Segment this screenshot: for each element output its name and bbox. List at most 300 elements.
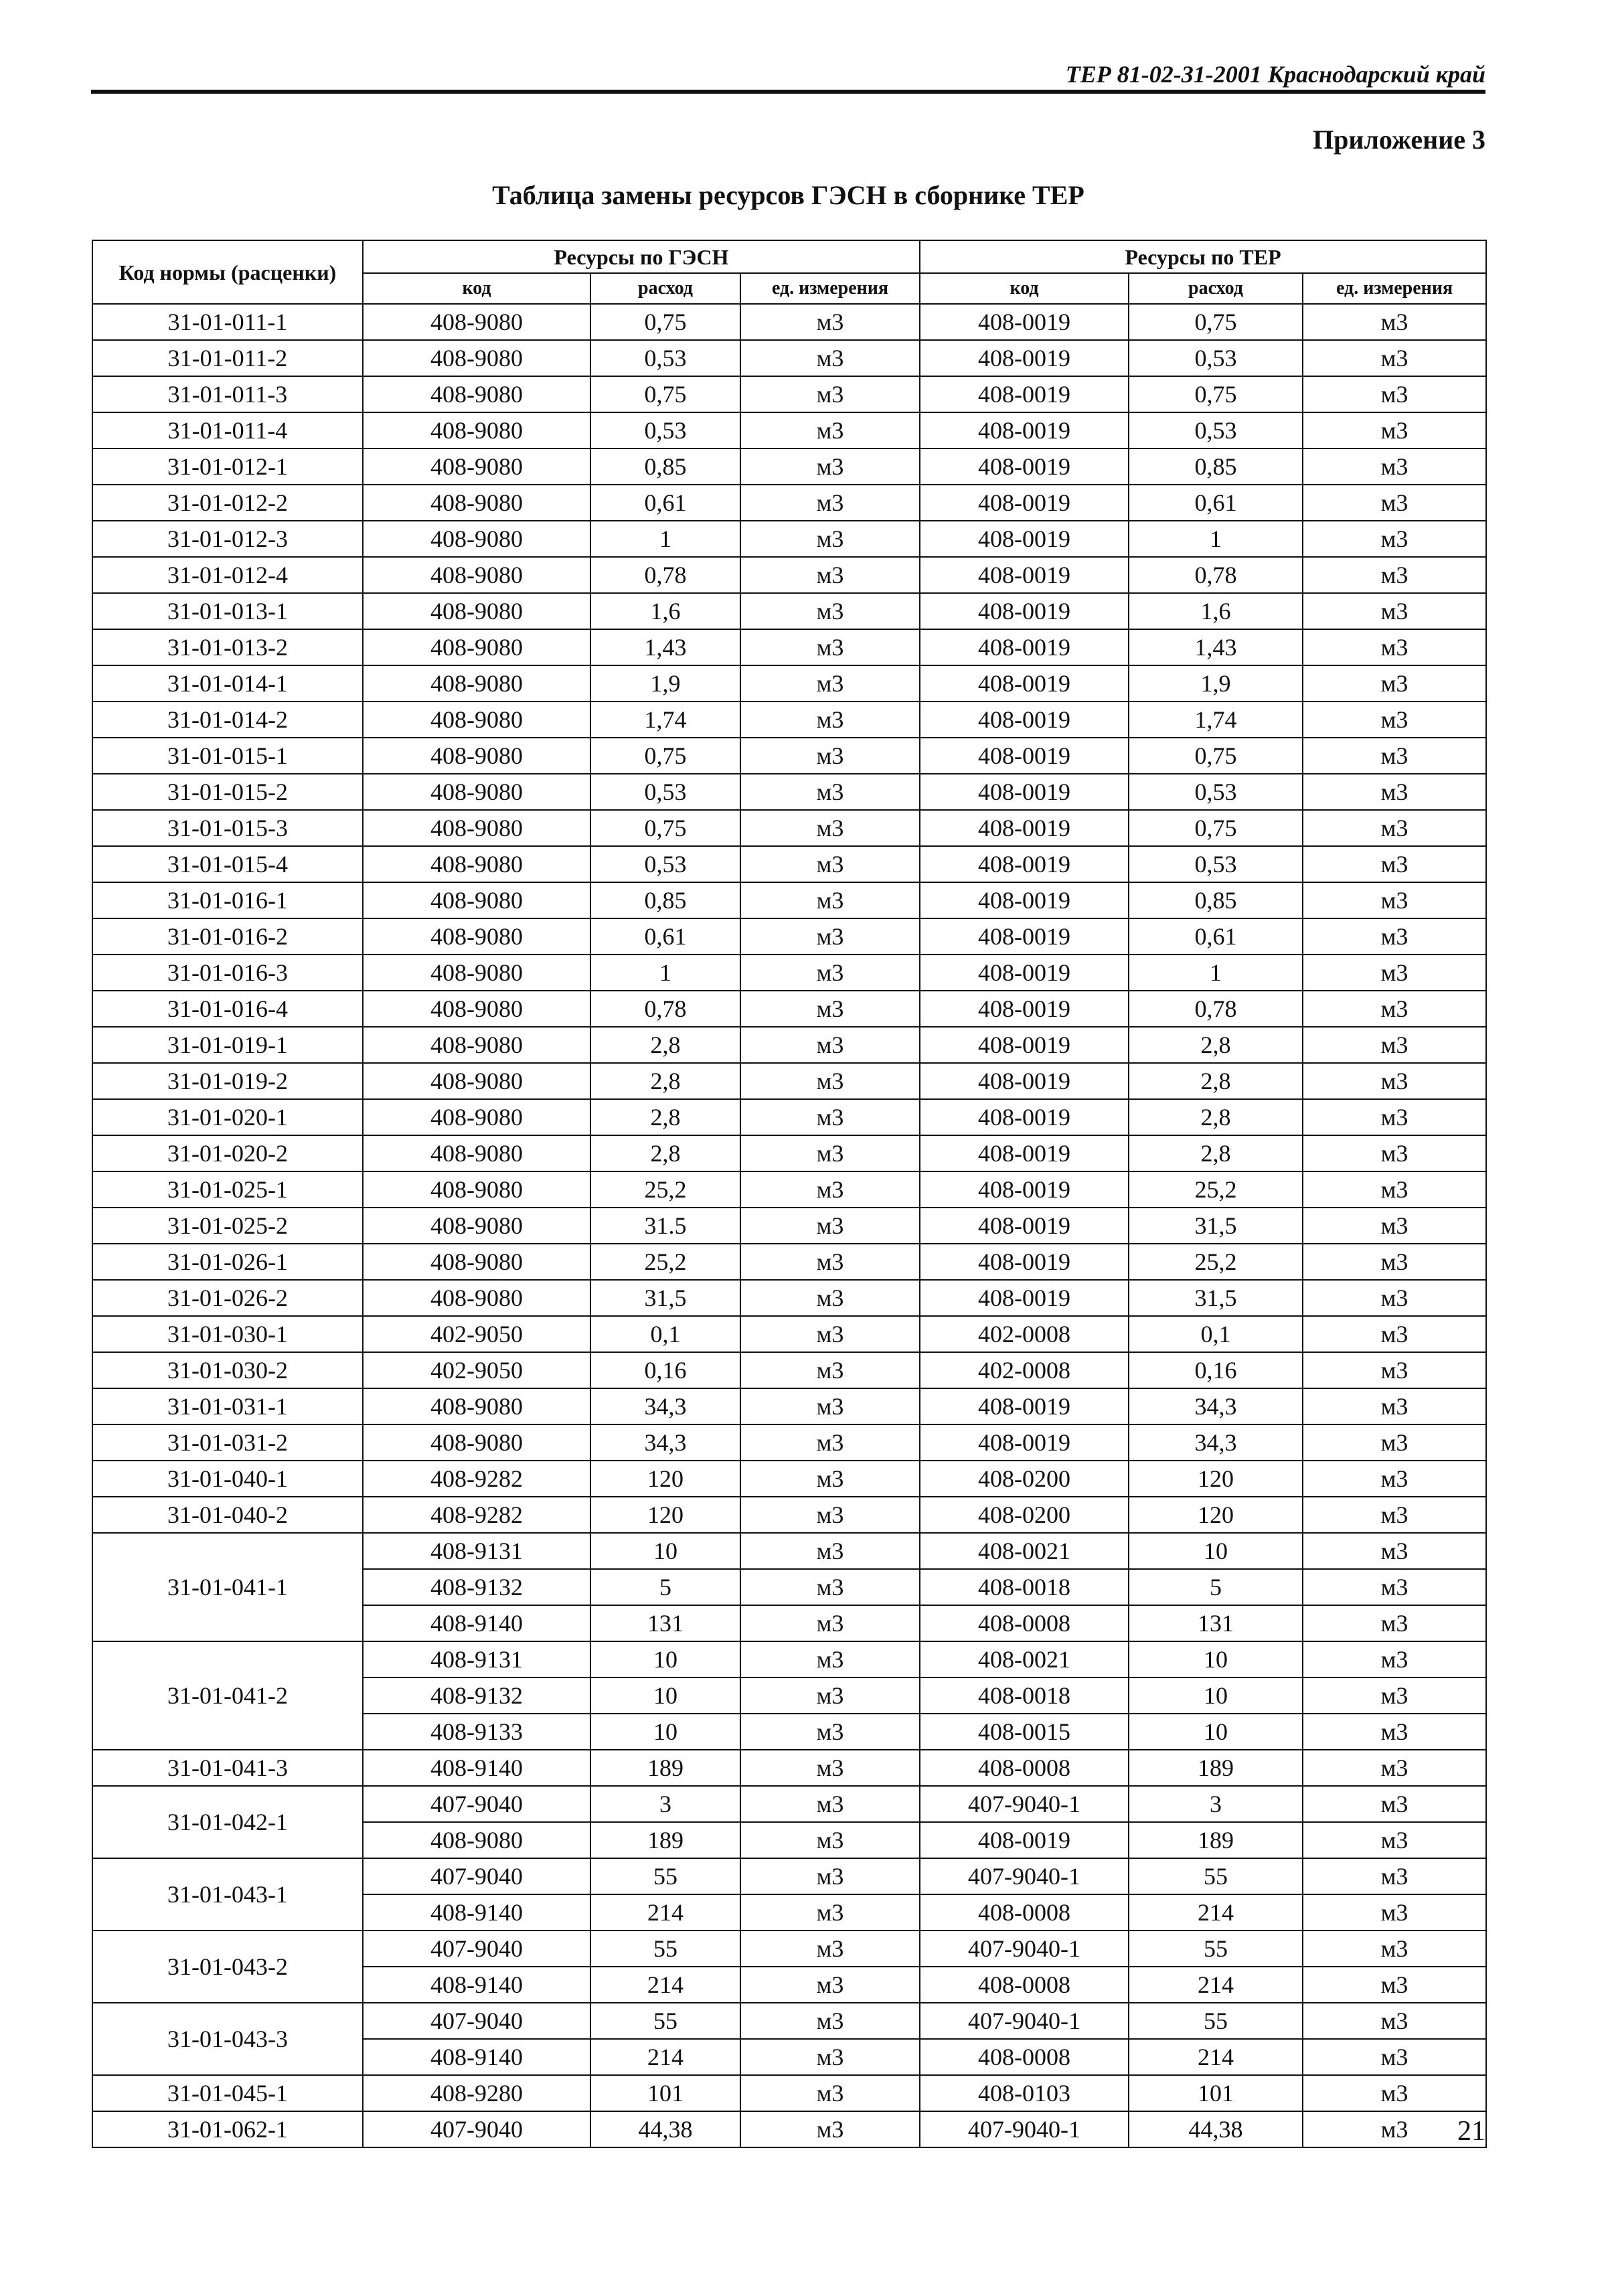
gesn-code-cell: 408-9080 — [363, 1099, 590, 1135]
table-row — [92, 2075, 1486, 2111]
ter-rate-cell: 120 — [1129, 1497, 1303, 1533]
ter-code-cell: 408-0019 — [920, 955, 1129, 991]
gesn-code-cell: 408-9131 — [363, 1533, 590, 1569]
norm-code-cell: 31-01-019-1 — [92, 1027, 363, 1063]
ter-code-cell: 408-0019 — [920, 485, 1129, 521]
ter-code-cell: 408-0019 — [920, 448, 1129, 485]
table-row — [92, 702, 1486, 738]
gesn-code-cell: 408-9080 — [363, 702, 590, 738]
gesn-rate-cell: 1,9 — [590, 665, 740, 702]
table-row — [92, 882, 1486, 918]
table-row — [92, 1280, 1486, 1316]
gesn-rate-cell: 2,8 — [590, 1099, 740, 1135]
norm-code-cell: 31-01-011-1 — [92, 304, 363, 340]
ter-unit-cell: м3 — [1303, 1641, 1486, 1677]
norm-code-cell: 31-01-012-1 — [92, 448, 363, 485]
gesn-code-cell: 408-9282 — [363, 1461, 590, 1497]
gesn-code-cell: 408-9080 — [363, 846, 590, 882]
gesn-unit-cell: м3 — [740, 882, 920, 918]
gesn-unit-cell: м3 — [740, 1461, 920, 1497]
gesn-rate-cell: 0,75 — [590, 304, 740, 340]
norm-code-cell: 31-01-040-1 — [92, 1461, 363, 1497]
gesn-rate-cell: 189 — [590, 1750, 740, 1786]
gesn-code-cell: 408-9080 — [363, 412, 590, 448]
ter-unit-cell: м3 — [1303, 485, 1486, 521]
ter-rate-cell: 31,5 — [1129, 1208, 1303, 1244]
ter-code-cell: 408-0019 — [920, 1099, 1129, 1135]
ter-unit-header: ед. измерения — [1303, 273, 1486, 304]
norm-code-cell: 31-01-011-2 — [92, 340, 363, 376]
gesn-code-cell: 402-9050 — [363, 1352, 590, 1388]
ter-rate-cell: 55 — [1129, 1858, 1303, 1894]
ter-code-cell: 408-0019 — [920, 1280, 1129, 1316]
gesn-code-cell: 408-9080 — [363, 376, 590, 412]
ter-rate-cell: 1,6 — [1129, 593, 1303, 629]
table-row — [92, 1171, 1486, 1208]
ter-unit-cell: м3 — [1303, 1099, 1486, 1135]
ter-code-cell: 408-0019 — [920, 1027, 1129, 1063]
gesn-unit-cell: м3 — [740, 1822, 920, 1858]
gesn-code-cell: 407-9040 — [363, 2111, 590, 2147]
gesn-code-cell: 408-9080 — [363, 1027, 590, 1063]
table-row — [92, 1352, 1486, 1388]
table-row — [92, 1099, 1486, 1135]
gesn-code-cell: 408-9080 — [363, 1822, 590, 1858]
table-row — [92, 557, 1486, 593]
gesn-unit-cell: м3 — [740, 1352, 920, 1388]
ter-rate-cell: 25,2 — [1129, 1171, 1303, 1208]
table-row — [92, 1244, 1486, 1280]
ter-unit-cell: м3 — [1303, 1424, 1486, 1461]
ter-rate-cell: 0,16 — [1129, 1352, 1303, 1388]
ter-rate-cell: 1,43 — [1129, 629, 1303, 665]
gesn-rate-cell: 1,6 — [590, 593, 740, 629]
norm-code-cell: 31-01-025-2 — [92, 1208, 363, 1244]
ter-code-cell: 408-0019 — [920, 665, 1129, 702]
ter-unit-cell: м3 — [1303, 340, 1486, 376]
ter-code-cell: 408-0008 — [920, 1605, 1129, 1641]
norm-code-cell: 31-01-016-4 — [92, 991, 363, 1027]
gesn-unit-cell: м3 — [740, 521, 920, 557]
norm-code-cell: 31-01-012-4 — [92, 557, 363, 593]
gesn-unit-cell: м3 — [740, 738, 920, 774]
gesn-unit-cell: м3 — [740, 376, 920, 412]
gesn-unit-cell: м3 — [740, 1244, 920, 1280]
norm-code-cell: 31-01-016-3 — [92, 955, 363, 991]
ter-rate-cell: 101 — [1129, 2075, 1303, 2111]
norm-code-cell: 31-01-015-2 — [92, 774, 363, 810]
ter-code-cell: 407-9040-1 — [920, 1786, 1129, 1822]
ter-resources-header: Ресурсы по ТЕР — [920, 240, 1486, 273]
gesn-code-cell: 408-9080 — [363, 918, 590, 955]
gesn-rate-cell: 0,53 — [590, 340, 740, 376]
ter-rate-cell: 44,38 — [1129, 2111, 1303, 2147]
gesn-code-cell: 407-9040 — [363, 2003, 590, 2039]
gesn-code-cell: 408-9080 — [363, 1244, 590, 1280]
gesn-code-cell: 408-9140 — [363, 1894, 590, 1931]
norm-code-cell: 31-01-041-3 — [92, 1750, 363, 1786]
ter-code-cell: 407-9040-1 — [920, 1858, 1129, 1894]
gesn-unit-cell: м3 — [740, 485, 920, 521]
gesn-code-cell: 408-9080 — [363, 665, 590, 702]
gesn-unit-cell: м3 — [740, 702, 920, 738]
ter-rate-cell: 10 — [1129, 1677, 1303, 1714]
gesn-unit-cell: м3 — [740, 810, 920, 846]
gesn-code-cell: 408-9080 — [363, 340, 590, 376]
ter-rate-cell: 31,5 — [1129, 1280, 1303, 1316]
ter-unit-cell: м3 — [1303, 521, 1486, 557]
gesn-rate-cell: 0,1 — [590, 1316, 740, 1352]
gesn-code-cell: 407-9040 — [363, 1931, 590, 1967]
ter-unit-cell: м3 — [1303, 1388, 1486, 1424]
document-reference: ТЕР 81-02-31-2001 Краснодарский край — [1065, 61, 1485, 88]
ter-code-cell: 408-0019 — [920, 629, 1129, 665]
table-row — [92, 918, 1486, 955]
gesn-unit-cell: м3 — [740, 448, 920, 485]
ter-unit-cell: м3 — [1303, 1714, 1486, 1750]
ter-code-cell: 408-0021 — [920, 1533, 1129, 1569]
table-row — [92, 991, 1486, 1027]
ter-rate-cell: 0,75 — [1129, 738, 1303, 774]
ter-rate-cell: 1 — [1129, 955, 1303, 991]
ter-rate-cell: 2,8 — [1129, 1135, 1303, 1171]
gesn-code-cell: 408-9080 — [363, 1208, 590, 1244]
ter-code-cell: 408-0019 — [920, 1208, 1129, 1244]
ter-unit-cell: м3 — [1303, 1967, 1486, 2003]
ter-code-cell: 408-0019 — [920, 846, 1129, 882]
ter-code-cell: 408-0200 — [920, 1461, 1129, 1497]
gesn-code-cell: 408-9080 — [363, 738, 590, 774]
ter-rate-cell: 2,8 — [1129, 1063, 1303, 1099]
ter-rate-cell: 0,85 — [1129, 882, 1303, 918]
ter-rate-cell: 1,74 — [1129, 702, 1303, 738]
gesn-rate-cell: 0,53 — [590, 846, 740, 882]
ter-unit-cell: м3 — [1303, 665, 1486, 702]
gesn-rate-cell: 55 — [590, 1931, 740, 1967]
gesn-unit-cell: м3 — [740, 1099, 920, 1135]
gesn-unit-cell: м3 — [740, 1967, 920, 2003]
ter-code-cell: 408-0008 — [920, 1967, 1129, 2003]
gesn-unit-cell: м3 — [740, 629, 920, 665]
ter-unit-cell: м3 — [1303, 1027, 1486, 1063]
norm-code-cell: 31-01-040-2 — [92, 1497, 363, 1533]
ter-unit-cell: м3 — [1303, 1822, 1486, 1858]
gesn-resources-header: Ресурсы по ГЭСН — [363, 240, 920, 273]
table-row — [92, 448, 1486, 485]
gesn-code-cell: 408-9282 — [363, 1497, 590, 1533]
gesn-rate-cell: 1,74 — [590, 702, 740, 738]
gesn-code-cell: 408-9080 — [363, 1135, 590, 1171]
table-row — [92, 1424, 1486, 1461]
ter-rate-cell: 0,75 — [1129, 810, 1303, 846]
ter-rate-cell: 55 — [1129, 2003, 1303, 2039]
table-row — [92, 1316, 1486, 1352]
norm-code-cell: 31-01-016-1 — [92, 882, 363, 918]
gesn-rate-cell: 10 — [590, 1641, 740, 1677]
gesn-rate-cell: 214 — [590, 1967, 740, 2003]
ter-rate-cell: 1,9 — [1129, 665, 1303, 702]
gesn-unit-cell: м3 — [740, 846, 920, 882]
ter-code-cell: 402-0008 — [920, 1352, 1129, 1388]
appendix-label: Приложение 3 — [1313, 125, 1485, 155]
norm-code-cell: 31-01-011-3 — [92, 376, 363, 412]
norm-code-cell: 31-01-031-2 — [92, 1424, 363, 1461]
ter-code-cell: 402-0008 — [920, 1316, 1129, 1352]
table-row — [92, 2003, 1486, 2039]
ter-rate-cell: 0,78 — [1129, 991, 1303, 1027]
norm-code-cell: 31-01-026-2 — [92, 1280, 363, 1316]
gesn-code-cell: 408-9080 — [363, 593, 590, 629]
gesn-code-cell: 408-9280 — [363, 2075, 590, 2111]
gesn-rate-cell: 5 — [590, 1569, 740, 1605]
norm-code-cell: 31-01-062-1 — [92, 2111, 363, 2147]
gesn-unit-cell: м3 — [740, 774, 920, 810]
ter-unit-cell: м3 — [1303, 2111, 1486, 2147]
gesn-unit-cell: м3 — [740, 1171, 920, 1208]
table-row — [92, 1533, 1486, 1569]
ter-code-header: код — [920, 273, 1129, 304]
table-row — [92, 629, 1486, 665]
gesn-rate-cell: 214 — [590, 2039, 740, 2075]
norm-code-cell: 31-01-042-1 — [92, 1786, 363, 1858]
ter-code-cell: 408-0019 — [920, 593, 1129, 629]
ter-code-cell: 408-0021 — [920, 1641, 1129, 1677]
ter-unit-cell: м3 — [1303, 1244, 1486, 1280]
gesn-rate-cell: 0,78 — [590, 991, 740, 1027]
gesn-rate-cell: 1 — [590, 521, 740, 557]
gesn-code-cell: 408-9080 — [363, 485, 590, 521]
ter-code-cell: 408-0019 — [920, 918, 1129, 955]
ter-rate-cell: 5 — [1129, 1569, 1303, 1605]
ter-unit-cell: м3 — [1303, 1171, 1486, 1208]
gesn-code-cell: 408-9080 — [363, 629, 590, 665]
gesn-code-cell: 408-9131 — [363, 1641, 590, 1677]
gesn-rate-cell: 0,75 — [590, 738, 740, 774]
ter-code-cell: 408-0008 — [920, 1894, 1129, 1931]
gesn-unit-cell: м3 — [740, 1641, 920, 1677]
norm-code-cell: 31-01-030-1 — [92, 1316, 363, 1352]
table-row — [92, 665, 1486, 702]
gesn-code-cell: 402-9050 — [363, 1316, 590, 1352]
norm-code-cell: 31-01-013-1 — [92, 593, 363, 629]
ter-unit-cell: м3 — [1303, 738, 1486, 774]
gesn-rate-cell: 25,2 — [590, 1244, 740, 1280]
gesn-rate-cell: 31,5 — [590, 1280, 740, 1316]
table-title: Таблица замены ресурсов ГЭСН в сборнике ТЕР — [492, 180, 1084, 210]
norm-code-cell: 31-01-031-1 — [92, 1388, 363, 1424]
gesn-unit-cell: м3 — [740, 1605, 920, 1641]
gesn-code-cell: 408-9080 — [363, 991, 590, 1027]
ter-code-cell: 408-0019 — [920, 738, 1129, 774]
ter-unit-cell: м3 — [1303, 1569, 1486, 1605]
gesn-unit-cell: м3 — [740, 1208, 920, 1244]
norm-code-cell: 31-01-011-4 — [92, 412, 363, 448]
ter-rate-cell: 1 — [1129, 521, 1303, 557]
ter-unit-cell: м3 — [1303, 955, 1486, 991]
table-row — [92, 1461, 1486, 1497]
table-row — [92, 774, 1486, 810]
table-row — [92, 412, 1486, 448]
ter-unit-cell: м3 — [1303, 1858, 1486, 1894]
gesn-unit-header: ед. измерения — [740, 273, 920, 304]
ter-code-cell: 408-0019 — [920, 521, 1129, 557]
gesn-rate-cell: 2,8 — [590, 1027, 740, 1063]
ter-unit-cell: м3 — [1303, 593, 1486, 629]
ter-code-cell: 408-0103 — [920, 2075, 1129, 2111]
gesn-code-cell: 408-9080 — [363, 882, 590, 918]
norm-code-cell: 31-01-013-2 — [92, 629, 363, 665]
gesn-code-cell: 408-9080 — [363, 1063, 590, 1099]
ter-code-cell: 408-0019 — [920, 810, 1129, 846]
gesn-unit-cell: м3 — [740, 1677, 920, 1714]
gesn-unit-cell: м3 — [740, 1135, 920, 1171]
gesn-unit-cell: м3 — [740, 1063, 920, 1099]
norm-code-cell: 31-01-043-3 — [92, 2003, 363, 2075]
ter-unit-cell: м3 — [1303, 1461, 1486, 1497]
ter-unit-cell: м3 — [1303, 1135, 1486, 1171]
norm-code-cell: 31-01-016-2 — [92, 918, 363, 955]
norm-code-cell: 31-01-014-2 — [92, 702, 363, 738]
gesn-unit-cell: м3 — [740, 412, 920, 448]
gesn-rate-cell: 101 — [590, 2075, 740, 2111]
gesn-unit-cell: м3 — [740, 1388, 920, 1424]
ter-code-cell: 408-0019 — [920, 557, 1129, 593]
ter-code-cell: 408-0019 — [920, 376, 1129, 412]
gesn-rate-cell: 0,85 — [590, 882, 740, 918]
ter-code-cell: 408-0008 — [920, 2039, 1129, 2075]
ter-unit-cell: м3 — [1303, 1894, 1486, 1931]
ter-rate-cell: 0,1 — [1129, 1316, 1303, 1352]
ter-code-cell: 408-0019 — [920, 1424, 1129, 1461]
ter-code-cell: 408-0019 — [920, 991, 1129, 1027]
gesn-rate-cell: 10 — [590, 1533, 740, 1569]
gesn-unit-cell: м3 — [740, 1497, 920, 1533]
ter-code-cell: 408-0019 — [920, 412, 1129, 448]
ter-rate-cell: 10 — [1129, 1641, 1303, 1677]
ter-unit-cell: м3 — [1303, 557, 1486, 593]
table-row — [92, 1641, 1486, 1677]
gesn-rate-cell: 120 — [590, 1461, 740, 1497]
ter-unit-cell: м3 — [1303, 1063, 1486, 1099]
gesn-rate-cell: 131 — [590, 1605, 740, 1641]
gesn-code-cell: 408-9080 — [363, 955, 590, 991]
table-row — [92, 810, 1486, 846]
gesn-rate-cell: 0,75 — [590, 376, 740, 412]
ter-rate-cell: 214 — [1129, 1967, 1303, 2003]
ter-unit-cell: м3 — [1303, 376, 1486, 412]
ter-rate-cell: 0,61 — [1129, 918, 1303, 955]
table-row — [92, 593, 1486, 629]
gesn-rate-cell: 55 — [590, 2003, 740, 2039]
table-row — [92, 376, 1486, 412]
gesn-rate-cell: 34,3 — [590, 1388, 740, 1424]
gesn-unit-cell: м3 — [740, 1280, 920, 1316]
norm-code-cell: 31-01-041-2 — [92, 1641, 363, 1750]
gesn-rate-cell: 0,85 — [590, 448, 740, 485]
ter-rate-cell: 0,53 — [1129, 340, 1303, 376]
norm-code-cell: 31-01-030-2 — [92, 1352, 363, 1388]
ter-code-cell: 408-0008 — [920, 1750, 1129, 1786]
ter-unit-cell: м3 — [1303, 774, 1486, 810]
ter-unit-cell: м3 — [1303, 1280, 1486, 1316]
gesn-rate-cell: 34,3 — [590, 1424, 740, 1461]
gesn-rate-cell: 0,75 — [590, 810, 740, 846]
table-row — [92, 485, 1486, 521]
ter-unit-cell: м3 — [1303, 1677, 1486, 1714]
ter-unit-cell: м3 — [1303, 702, 1486, 738]
norm-code-cell: 31-01-043-2 — [92, 1931, 363, 2003]
ter-unit-cell: м3 — [1303, 1352, 1486, 1388]
ter-rate-cell: 189 — [1129, 1750, 1303, 1786]
ter-rate-cell: 0,61 — [1129, 485, 1303, 521]
ter-rate-cell: 0,75 — [1129, 304, 1303, 340]
gesn-rate-cell: 1,43 — [590, 629, 740, 665]
gesn-code-cell: 408-9080 — [363, 1424, 590, 1461]
ter-code-cell: 408-0018 — [920, 1677, 1129, 1714]
gesn-unit-cell: м3 — [740, 918, 920, 955]
table-row — [92, 1931, 1486, 1967]
gesn-unit-cell: м3 — [740, 1027, 920, 1063]
gesn-rate-cell: 31.5 — [590, 1208, 740, 1244]
table-row — [92, 1858, 1486, 1894]
gesn-unit-cell: м3 — [740, 1424, 920, 1461]
gesn-code-cell: 408-9133 — [363, 1714, 590, 1750]
table-row — [92, 304, 1486, 340]
gesn-unit-cell: м3 — [740, 2039, 920, 2075]
ter-code-cell: 407-9040-1 — [920, 2111, 1129, 2147]
ter-unit-cell: м3 — [1303, 1533, 1486, 1569]
gesn-code-cell: 408-9080 — [363, 521, 590, 557]
ter-unit-cell: м3 — [1303, 1786, 1486, 1822]
gesn-unit-cell: м3 — [740, 665, 920, 702]
ter-rate-cell: 189 — [1129, 1822, 1303, 1858]
ter-code-cell: 408-0019 — [920, 1244, 1129, 1280]
ter-code-cell: 408-0019 — [920, 304, 1129, 340]
ter-rate-cell: 34,3 — [1129, 1388, 1303, 1424]
ter-unit-cell: м3 — [1303, 1497, 1486, 1533]
header-divider — [91, 90, 1485, 94]
gesn-unit-cell: м3 — [740, 340, 920, 376]
gesn-rate-cell: 2,8 — [590, 1063, 740, 1099]
gesn-unit-cell: м3 — [740, 1750, 920, 1786]
ter-rate-cell: 214 — [1129, 1894, 1303, 1931]
table-row — [92, 1786, 1486, 1822]
gesn-code-cell: 408-9132 — [363, 1677, 590, 1714]
ter-code-cell: 407-9040-1 — [920, 2003, 1129, 2039]
ter-rate-cell: 34,3 — [1129, 1424, 1303, 1461]
gesn-rate-cell: 0,61 — [590, 918, 740, 955]
ter-code-cell: 408-0019 — [920, 340, 1129, 376]
gesn-code-cell: 408-9140 — [363, 1605, 590, 1641]
gesn-unit-cell: м3 — [740, 1569, 920, 1605]
gesn-rate-header: расход — [590, 273, 740, 304]
gesn-rate-cell: 55 — [590, 1858, 740, 1894]
ter-rate-cell: 0,53 — [1129, 412, 1303, 448]
gesn-rate-cell: 189 — [590, 1822, 740, 1858]
ter-unit-cell: м3 — [1303, 2039, 1486, 2075]
gesn-unit-cell: м3 — [740, 955, 920, 991]
ter-rate-cell: 55 — [1129, 1931, 1303, 1967]
ter-code-cell: 408-0015 — [920, 1714, 1129, 1750]
ter-code-cell: 407-9040-1 — [920, 1931, 1129, 1967]
ter-unit-cell: м3 — [1303, 412, 1486, 448]
ter-code-cell: 408-0019 — [920, 774, 1129, 810]
gesn-unit-cell: м3 — [740, 991, 920, 1027]
ter-code-cell: 408-0019 — [920, 882, 1129, 918]
gesn-code-cell: 408-9080 — [363, 810, 590, 846]
table-row — [92, 1497, 1486, 1533]
gesn-code-cell: 408-9080 — [363, 448, 590, 485]
